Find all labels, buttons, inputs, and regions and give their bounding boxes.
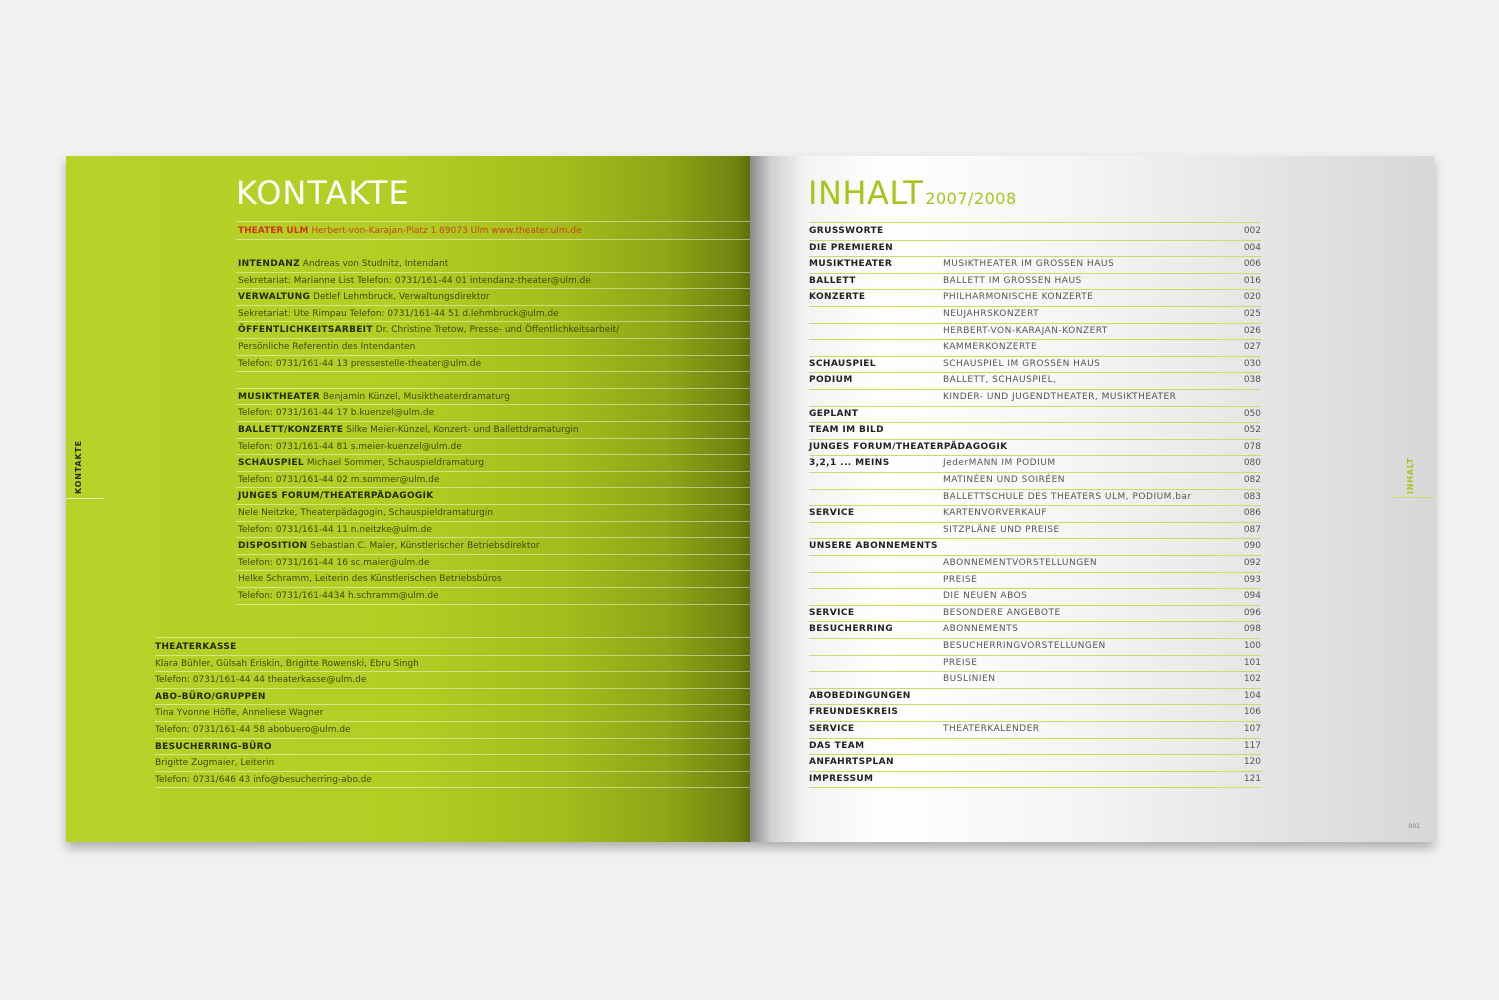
contact-line: [238, 538, 540, 554]
rule-line: [236, 338, 750, 339]
toc-row: [809, 439, 1261, 457]
contact-text: Brigitte Zugmaier, Leiterin: [155, 758, 275, 769]
season-label: 2007/2008: [925, 189, 1017, 208]
toc-subsection: SITZPLÄNE UND PREISE: [943, 524, 1060, 535]
contact-line: [238, 522, 432, 538]
toc-page-number: 094: [1243, 591, 1261, 602]
contact-line: [238, 306, 559, 322]
contact-line: [238, 555, 429, 571]
rule-line: [155, 738, 750, 739]
theater-name: THEATER ULM: [238, 226, 309, 236]
rule-line: [236, 438, 750, 439]
rule-line: [236, 537, 750, 538]
contact-label: BALLETT/KONZERTE: [238, 425, 344, 435]
page-title: KONTAKTE: [236, 174, 410, 212]
toc-page-number: 002: [1243, 226, 1261, 236]
contact-line: [238, 322, 619, 338]
toc-section: 3,2,1 ... MEINS: [809, 458, 890, 469]
rule-line: [236, 570, 750, 571]
rule-line: [236, 221, 750, 222]
tab-rule: [66, 498, 104, 499]
toc-subsection: MATINÉEN UND SOIRÉEN: [943, 475, 1065, 485]
rule-line: [236, 421, 750, 422]
toc-page-number: 016: [1243, 275, 1261, 286]
contact-label: ABO-BÜRO/GRUPPEN: [155, 691, 266, 702]
toc-page-number: 102: [1243, 674, 1261, 685]
toc-page-number: 101: [1243, 657, 1261, 668]
toc-page-number: 092: [1243, 558, 1261, 568]
toc-page-number: 090: [1243, 541, 1261, 552]
rule-line: [236, 305, 750, 306]
toc-page-number: 027: [1243, 342, 1261, 353]
toc-page-number: 117: [1243, 740, 1261, 751]
contact-line: [238, 588, 439, 604]
toc-row: [809, 223, 1261, 241]
toc-page-number: 004: [1243, 242, 1261, 253]
toc-subsection: THEATERKALENDER: [943, 724, 1040, 734]
contact-text: Silke Meier-Künzel, Konzert- und Ballettdramaturgin: [346, 425, 579, 435]
toc-subsection: JederMANN IM PODIUM: [943, 458, 1056, 469]
contact-text: Telefon: 0731/646 43 info@besucherring-abo.de: [155, 774, 372, 785]
contact-text: Telefon: 0731/161-44 02 m.sommer@ulm.de: [238, 474, 440, 485]
rule-line: [236, 321, 750, 322]
rule-line: [236, 272, 750, 273]
rule-line: [155, 704, 750, 705]
toc-section: GEPLANT: [809, 408, 859, 419]
toc-row: [809, 422, 1261, 440]
toc-row: [809, 323, 1261, 341]
contact-label: INTENDANZ: [238, 259, 300, 269]
contact-text: Klara Bühler, Gülsah Eriskin, Brigitte Rowenski, Ebru Singh: [155, 658, 419, 669]
toc-row: [809, 671, 1261, 689]
contact-line: [238, 389, 510, 405]
rule-line: [155, 754, 750, 755]
toc-subsection: PREISE: [943, 574, 978, 585]
contact-line: [238, 339, 415, 355]
contact-text: Telefon: 0731/161-44 44 theaterkasse@ulm.de: [155, 675, 367, 686]
contact-text: Helke Schramm, Leiterin des Künstlerischen Betriebsbüros: [238, 574, 502, 585]
toc-subsection: KINDER- UND JUGENDTHEATER, MUSIKTHEATER: [943, 392, 1177, 402]
contact-text: Telefon: 0731/161-44 13 pressestelle-theater@ulm.de: [238, 358, 482, 369]
toc-page-number: 030: [1243, 358, 1261, 369]
toc-row: [809, 372, 1261, 390]
contact-line: [155, 739, 272, 755]
toc-row: [809, 339, 1261, 357]
theater-address: Herbert-von-Karajan-Platz 1 89073 Ulm www.theater.ulm.de: [311, 226, 582, 236]
toc-row: [809, 721, 1261, 739]
toc-subsection: BALLETT IM GROSSEN HAUS: [943, 275, 1082, 286]
toc-section: DIE PREMIEREN: [809, 242, 894, 253]
toc-subsection: BALLETTSCHULE DES THEATERS ULM, PODIUM.bar: [943, 491, 1192, 502]
contact-line: [155, 689, 266, 705]
contact-line: [238, 405, 434, 421]
toc-page-number: 104: [1243, 690, 1261, 701]
rule-line: [236, 355, 750, 356]
contact-text: Telefon: 0731/161-44 11 n.neitzke@ulm.de: [238, 524, 432, 535]
rule-line: [236, 404, 750, 405]
contact-label: SCHAUSPIEL: [238, 458, 304, 469]
page-title: [808, 174, 1017, 212]
contact-text: Telefon: 0731/161-44 58 abobuero@ulm.de: [155, 725, 351, 735]
toc-row: [809, 289, 1261, 307]
toc-row: [809, 356, 1261, 374]
contacts-page: [66, 156, 750, 842]
contact-line: [155, 705, 323, 721]
toc-subsection: BALLETT, SCHAUSPIEL,: [943, 375, 1057, 386]
contact-line: [238, 488, 434, 504]
toc-section: ABOBEDINGUNGEN: [809, 690, 911, 701]
toc-row: [809, 406, 1261, 424]
toc-row: [809, 489, 1261, 507]
toc-page-number: 096: [1243, 607, 1261, 618]
contact-line: [238, 571, 502, 587]
toc-row: [809, 655, 1261, 673]
toc-section: GRUSSWORTE: [809, 226, 884, 236]
section-tab: [66, 436, 106, 500]
contact-line: [238, 256, 448, 272]
toc-row: [809, 555, 1261, 573]
rule-line: [236, 388, 750, 389]
contact-line: [155, 755, 274, 771]
rule-line: [155, 688, 750, 689]
contact-line: [238, 472, 439, 488]
contact-text: Telefon: 0731/161-44 17 b.kuenzel@ulm.de: [238, 408, 435, 419]
contact-line: [238, 289, 490, 305]
toc-page-number: 086: [1243, 508, 1261, 519]
toc-page-number: 006: [1243, 259, 1261, 270]
toc-page-number: 098: [1243, 624, 1261, 635]
section-tab: [1390, 452, 1434, 500]
toc-section: SERVICE: [809, 508, 855, 519]
contact-text: Telefon: 0731/161-44 81 s.meier-kuenzel@ulm.de: [238, 441, 462, 452]
toc-page-number: 020: [1243, 292, 1261, 303]
toc-subsection: DIE NEUEN ABOS: [943, 591, 1028, 602]
contact-text: Detlef Lehmbruck, Verwaltungsdirektor: [313, 292, 490, 303]
rule-line: [236, 371, 750, 372]
contact-text: Sekretariat: Marianne List Telefon: 0731/161-44 01 intendanz-theater@ulm.de: [238, 275, 591, 286]
rule-line: [236, 554, 750, 555]
contact-label: MUSIKTHEATER: [238, 391, 320, 402]
toc-subsection: ABONNEMENTS: [943, 624, 1019, 635]
toc-section: BESUCHERRING: [809, 624, 894, 635]
toc-row: [809, 256, 1261, 274]
toc-row: [809, 738, 1261, 756]
toc-subsection: NEUJAHRSKONZERT: [943, 309, 1040, 319]
rule-line: [236, 587, 750, 588]
toc-page-number: 106: [1243, 707, 1261, 718]
toc-section: UNSERE ABONNEMENTS: [809, 541, 938, 552]
contact-text: Tina Yvonne Höfle, Anneliese Wagner: [155, 708, 324, 719]
contact-text: Dr. Christine Tretow, Presse- und Öffentlichkeitsarbeit/: [375, 325, 620, 336]
toc-row: [809, 605, 1261, 623]
toc-subsection: ABONNEMENTVORSTELLUNGEN: [943, 558, 1098, 568]
toc-page-number: 038: [1243, 375, 1261, 386]
contact-line: [155, 722, 351, 738]
toc-row: [809, 538, 1261, 556]
toc-row: [809, 588, 1261, 606]
tab-label: INHALT: [1406, 457, 1415, 494]
contact-label: VERWALTUNG: [238, 292, 311, 303]
contact-line: [155, 639, 237, 655]
toc-page-number: 080: [1243, 458, 1261, 469]
rule-line: [155, 721, 750, 722]
toc-section: BALLETT: [809, 275, 856, 286]
rule-line: [236, 504, 750, 505]
contents-title: INHALT: [808, 174, 924, 212]
toc-subsection: KAMMERKONZERTE: [943, 342, 1038, 353]
rule-line: [236, 288, 750, 289]
toc-section: SERVICE: [809, 607, 855, 618]
contact-text: Sekretariat: Ute Rimpau Telefon: 0731/161-44 51 d.lehmbruck@ulm.de: [238, 308, 559, 319]
toc-page-number: 082: [1243, 475, 1261, 485]
toc-page-number: 026: [1243, 325, 1261, 336]
toc-page-number: 050: [1243, 408, 1261, 419]
contact-line: [238, 356, 481, 372]
toc-row: [809, 621, 1261, 639]
toc-row: [809, 505, 1261, 523]
toc-section: SCHAUSPIEL: [809, 358, 876, 369]
toc-page-number: 121: [1243, 773, 1261, 784]
contact-label: JUNGES FORUM/THEATERPÄDAGOGIK: [238, 491, 434, 502]
rule-line: [155, 671, 750, 672]
toc-page-number: 052: [1243, 425, 1261, 436]
toc-row: [809, 455, 1261, 473]
toc-row: [809, 704, 1261, 722]
toc-row: [809, 754, 1261, 772]
tab-rule: [1394, 497, 1434, 498]
rule-line: [236, 471, 750, 472]
toc-subsection: PHILHARMONISCHE KONZERTE: [943, 292, 1094, 303]
contact-label: BESUCHERRING-BÜRO: [155, 741, 272, 752]
contact-line: [238, 422, 579, 438]
rule-line: [236, 604, 750, 605]
toc-subsection: PREISE: [943, 657, 978, 668]
toc-section: ANFAHRTSPLAN: [809, 757, 894, 768]
rule-line: [155, 637, 750, 638]
toc-page-number: 120: [1243, 757, 1261, 768]
brochure-spread: [66, 156, 1434, 842]
contact-label: THEATERKASSE: [155, 642, 237, 652]
contact-text: Persönliche Referentin des Intendanten: [238, 342, 416, 352]
toc-subsection: BESONDERE ANGEBOTE: [943, 607, 1061, 618]
contents-page: [750, 156, 1434, 842]
rule-line: [236, 521, 750, 522]
rule-line: [236, 487, 750, 488]
toc-subsection: KARTENVORVERKAUF: [943, 508, 1048, 519]
contact-line: [155, 672, 366, 688]
contact-line: [238, 439, 462, 455]
address-line: [238, 223, 582, 239]
toc-section: TEAM IM BILD: [809, 425, 884, 436]
contact-line: [155, 772, 372, 788]
contact-line: [155, 656, 419, 672]
contact-text: Nele Neitzke, Theaterpädagogin, Schauspieldramaturgin: [238, 508, 494, 518]
contact-line: [238, 505, 493, 521]
toc-section: DAS TEAM: [809, 740, 865, 751]
toc-page-number: 083: [1243, 491, 1261, 502]
page-number: 001: [1408, 823, 1420, 830]
tab-label: KONTAKTE: [74, 440, 83, 494]
toc-page-number: 025: [1243, 309, 1261, 319]
contact-text: Sebastian C. Maier, Künstlerischer Betriebsdirektor: [310, 541, 540, 552]
toc-subsection: SCHAUSPIEL IM GROSSEN HAUS: [943, 358, 1101, 369]
toc-row: [809, 771, 1261, 789]
toc-row: [809, 688, 1261, 706]
rule-line: [236, 454, 750, 455]
toc-subsection: BUSLINIEN: [943, 674, 996, 685]
toc-subsection: HERBERT-VON-KARAJAN-KONZERT: [943, 325, 1108, 336]
toc-section: IMPRESSUM: [809, 773, 874, 784]
toc-row: [809, 273, 1261, 291]
toc-row: [809, 522, 1261, 540]
toc-page-number: 107: [1243, 724, 1261, 734]
contact-text: Andreas von Studnitz, Intendant: [302, 259, 449, 269]
toc-section: PODIUM: [809, 375, 853, 386]
contact-text: Michael Sommer, Schauspieldramaturg: [306, 458, 485, 469]
contact-text: Telefon: 0731/161-4434 h.schramm@ulm.de: [238, 591, 439, 601]
toc-page-number: 100: [1243, 641, 1261, 651]
toc-page-number: 093: [1243, 574, 1261, 585]
toc-section: KONZERTE: [809, 292, 866, 303]
rule-line: [155, 655, 750, 656]
toc-page-number: 078: [1243, 441, 1261, 452]
toc-row: [809, 638, 1261, 656]
toc-row: [809, 240, 1261, 258]
toc-subsection: MUSIKTHEATER IM GROSSEN HAUS: [943, 259, 1115, 270]
rule-line: [236, 239, 750, 240]
toc-section: JUNGES FORUM/THEATERPÄDAGOGIK: [809, 441, 1008, 452]
toc-page-number: 087: [1243, 524, 1261, 535]
contact-line: [238, 273, 591, 289]
contact-line: [238, 455, 484, 471]
toc-section: SERVICE: [809, 724, 855, 734]
toc-row: [809, 472, 1261, 490]
rule-line: [155, 787, 750, 788]
rule-line: [155, 771, 750, 772]
toc-section: FREUNDESKREIS: [809, 707, 899, 718]
toc-row: [809, 306, 1261, 324]
toc-subsection: BESUCHERRINGVORSTELLUNGEN: [943, 641, 1106, 651]
contact-label: DISPOSITION: [238, 541, 308, 552]
toc-section: MUSIKTHEATER: [809, 259, 893, 270]
contact-text: Benjamin Künzel, Musiktheaterdramaturg: [322, 391, 510, 402]
contact-label: ÖFFENTLICHKEITSARBEIT: [238, 325, 373, 336]
toc-row: [809, 389, 1261, 407]
contact-text: Telefon: 0731/161-44 16 sc.maier@ulm.de: [238, 557, 430, 568]
toc-row: [809, 572, 1261, 590]
